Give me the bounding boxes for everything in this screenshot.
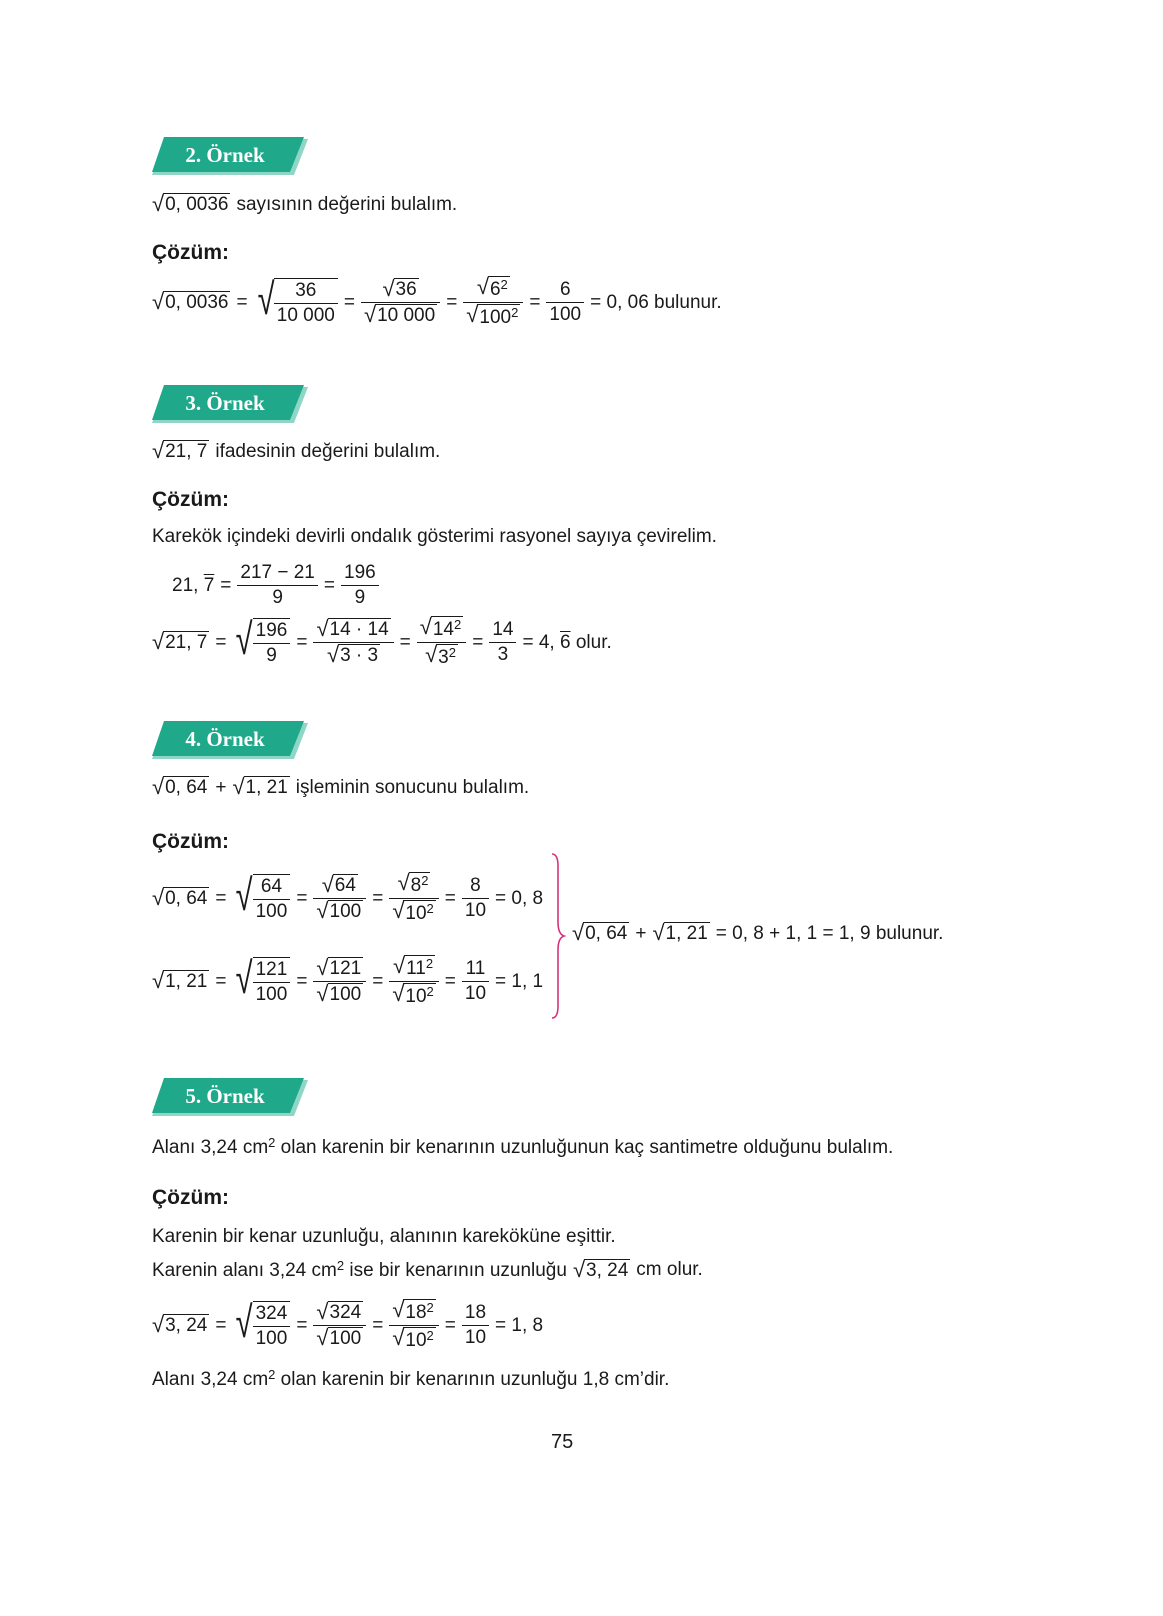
solution-heading: Çözüm: (152, 830, 229, 853)
result-tail: olur. (570, 631, 612, 653)
denominator: 100 (329, 1328, 362, 1349)
problem-statement: √ 0, 0036 sayısının değerini bulalım. (152, 191, 458, 216)
numerator: 14 · 14 (329, 619, 389, 640)
conversion-equation: 21, 7 = $\frac{217 - 21}{9}$ = $\frac{196}{9}$ (172, 562, 379, 609)
radicand: 1, 21 (245, 777, 288, 798)
radicand: 21, (165, 441, 197, 462)
radicand: 0, 0036 (165, 194, 229, 215)
numerator: 8 (410, 875, 422, 896)
denominator: 10 (464, 983, 487, 1004)
radicand: 1, 21 (665, 923, 708, 944)
radicand: 0, 64 (585, 923, 628, 944)
denominator: 100 (255, 984, 288, 1005)
numerator: 36 (395, 279, 417, 300)
result-text: = 1, 1 (495, 970, 544, 992)
exponent: 2 (426, 1300, 434, 1315)
denominator: 9 (272, 587, 283, 608)
problem-statement: √ 0, 64 + √ 1, 21 işleminin sonucunu bulalım. (152, 774, 530, 799)
denominator: 10 (405, 986, 427, 1007)
denominator: 100 (479, 307, 512, 328)
solution-equation: √ 0, 0036 = √ $\frac{36}{10 000}$ = √ 36 √ 10 000 = √ $6^2$ √ $100^2$ = $\frac{6}{100}$ = 0, 06 bulunur. (152, 274, 722, 328)
numerator: 196 (341, 562, 379, 586)
example-badge-3 (152, 385, 306, 421)
denominator: 10 (405, 1330, 427, 1351)
denominator: 10 000 (377, 305, 436, 326)
numerator: 217 − 21 (237, 562, 318, 586)
page-number: 75 (551, 1431, 574, 1453)
conclusion-text: Alanı 3,24 cm (152, 1369, 269, 1390)
denominator: 9 (354, 587, 366, 608)
example-badge-4 (152, 721, 306, 757)
repeating-digit: 7 (196, 632, 208, 653)
numerator: 6 (546, 279, 584, 303)
result-text: = 4, (522, 631, 560, 653)
exponent: 2 (448, 645, 456, 660)
repeating-digit: 7 (203, 574, 215, 596)
result-text: = 1, 8 (495, 1314, 544, 1336)
equation-a: √ 0, 64 = √ $\frac{64}{100}$ = √ 64 √ 100 = √ $8^2$ √ $10^2$ = $\frac{8}{10}$ = 0, 8 (152, 870, 544, 924)
problem-text: Alanı 3,24 cm (152, 1137, 269, 1158)
badge-label: 2. Örnek (185, 143, 265, 167)
exponent: 2 (426, 984, 434, 999)
result-text: = 0, 06 bulunur. (590, 291, 722, 313)
solution-heading: Çözüm: (152, 241, 229, 264)
denominator: 10 (464, 1327, 487, 1348)
denominator: 3 · 3 (340, 645, 379, 666)
explanation-line-2: Karenin alanı 3,24 $cm^2$ ise bir kenarının uzunluğu √ 3, 24 cm olur. (152, 1256, 703, 1282)
problem-text: sayısının değerini bulalım. (236, 193, 458, 215)
problem-statement: √ 21, 7 ifadesinin değerini bulalım. (152, 438, 441, 463)
numerator: 324 (253, 1303, 291, 1327)
denominator: 100 (329, 901, 362, 922)
solution-heading: Çözüm: (152, 488, 229, 511)
denominator: 10 000 (276, 305, 335, 326)
numerator: 18 (405, 1302, 427, 1323)
lhs-integer: 21, (172, 574, 204, 596)
lhs-integer: 21, (165, 632, 197, 653)
exponent: 2 (268, 1367, 276, 1382)
problem-statement (152, 1135, 893, 1159)
denominator: 3 (497, 644, 509, 665)
example-badge-5 (152, 1078, 306, 1114)
denominator: 10 (405, 903, 427, 924)
exponent: 2 (511, 305, 519, 320)
curly-brace (548, 852, 568, 1020)
conclusion-text-tail: olan karenin bir kenarının uzunluğu 1,8 cm’dir. (275, 1369, 670, 1390)
explanation-text: Karekök içindeki devirli ondalık gösterimi rasyonel sayıya çevirelim. (152, 526, 717, 547)
lhs-radicand: 3, 24 (165, 1315, 208, 1336)
lhs-radicand: 0, 0036 (165, 292, 229, 313)
denominator: 100 (255, 1328, 288, 1349)
exponent: 2 (500, 277, 508, 292)
numerator: 11 (462, 958, 489, 982)
numerator: 36 (274, 280, 338, 304)
badge-label: 3. Örnek (185, 391, 265, 415)
denominator: 10 (464, 900, 487, 921)
solution-equation: √ 3, 24 = √ $\frac{324}{100}$ = √ 324 √ 100 = √ $18^2$ √ $10^2$ = $\frac{18}{10}$ = 1, 8 (152, 1297, 544, 1351)
radicand: 3, 24 (586, 1259, 629, 1281)
exponent: 2 (454, 617, 462, 632)
explanation-line-1: Karenin bir kenar uzunluğu, alanının kareköküne eşittir. (152, 1226, 616, 1247)
result-text: = 0, 8 + 1, 1 = 1, 9 bulunur. (715, 922, 944, 944)
numerator: 8 (462, 875, 489, 899)
example-badge-2 (152, 137, 306, 173)
repeating-digit: 7 (196, 441, 208, 462)
denominator: 100 (255, 901, 288, 922)
exponent: 2 (426, 1328, 434, 1343)
numerator: 18 (462, 1302, 489, 1326)
exponent: 2 (426, 901, 434, 916)
numerator: 196 (253, 620, 291, 644)
solution-heading: Çözüm: (152, 1186, 229, 1209)
exponent: 2 (268, 1135, 276, 1150)
denominator: 9 (266, 645, 277, 666)
badge-label: 4. Örnek (185, 727, 265, 751)
numerator: 324 (329, 1302, 362, 1323)
line-text-tail: cm olur. (636, 1259, 703, 1280)
radicand: 0, 64 (165, 777, 208, 798)
lhs-radicand: 0, 64 (165, 888, 208, 909)
badge-label: 5. Örnek (185, 1084, 265, 1108)
numerator: 11 (406, 958, 426, 979)
numerator: 121 (253, 959, 291, 983)
problem-text-tail: olan karenin bir kenarının uzunluğunun kaç santimetre olduğunu bulalım. (275, 1137, 894, 1158)
line-text: Karenin alanı 3,24 cm (152, 1260, 337, 1281)
sum-equation: √ 0, 64 + √ 1, 21 = 0, 8 + 1, 1 = 1, 9 bulunur. (572, 920, 944, 945)
repeating-digit: 6 (559, 631, 571, 653)
exponent: 2 (421, 873, 429, 888)
denominator: 100 (329, 984, 362, 1005)
root-equation: √ 21, 7 = √ $\frac{196}{9}$ = √ 14 · 14 √ 3 · 3 = √ $14^2$ √ $3^2$ = $\frac{14}{3}$ = 4, 6 olur. (152, 614, 612, 668)
lhs-radicand: 1, 21 (165, 971, 208, 992)
problem-text: ifadesinin değerini bulalım. (215, 440, 441, 462)
numerator: 14 (432, 619, 454, 640)
line-text-mid: ise bir kenarının uzunluğu (344, 1260, 567, 1281)
problem-text: işleminin sonucunu bulalım. (295, 776, 530, 798)
exponent: 2 (336, 1258, 345, 1273)
numerator: 64 (334, 875, 356, 896)
denominator: 3 (438, 647, 449, 668)
numerator: 14 (489, 619, 516, 643)
conclusion (152, 1367, 669, 1391)
exponent: 2 (425, 956, 434, 971)
denominator: 100 (549, 304, 582, 325)
result-text: = 0, 8 (495, 887, 544, 909)
numerator: 6 (489, 279, 501, 300)
numerator: 64 (253, 876, 291, 900)
numerator: 121 (329, 958, 362, 979)
equation-b: √ 1, 21 = √ $\frac{121}{100}$ = √ 121 √ 100 = √ $11^2$ √ $10^2$ = $\frac{11}{10}$ = 1, 1 (152, 953, 544, 1007)
